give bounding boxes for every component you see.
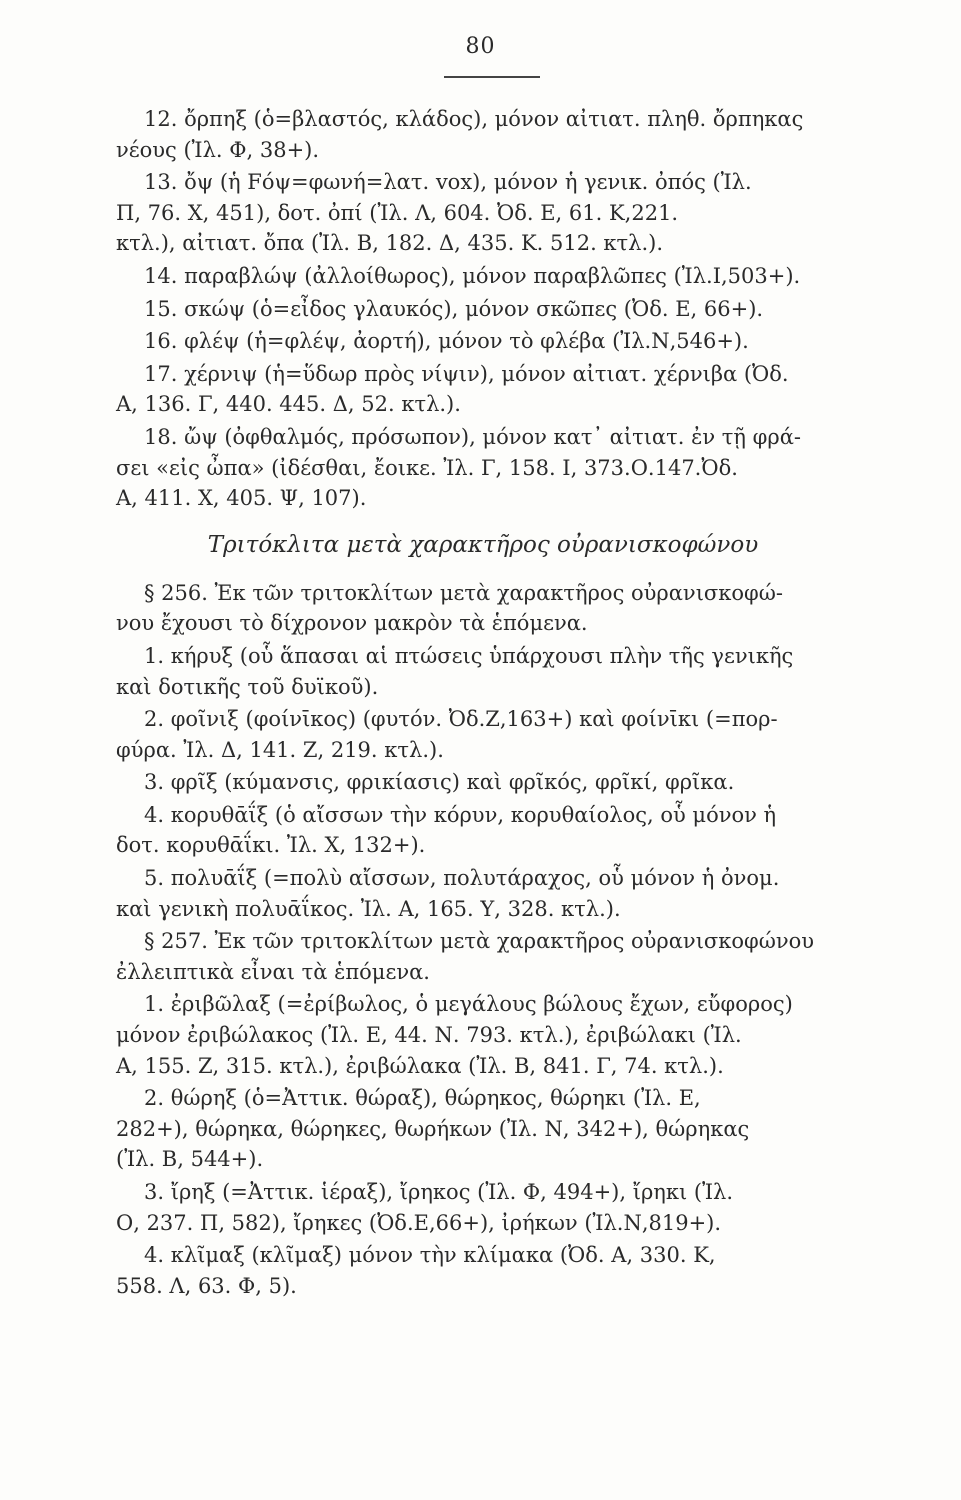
entry-17-chernips <box>116 359 850 420</box>
text-line: 4. κλῖμαξ (κλῖμαξ) μόνον τὴν κλίμακα (Ὀδ. Α, 330. Κ, <box>144 1243 716 1268</box>
text-line: § 257. Ἐκ τῶν τριτοκλίτων μετὰ χαρακτῆρος οὐρανισκοφώνου <box>144 929 815 954</box>
entry-16-phleps <box>116 326 850 357</box>
text-line: σει «εἰς ὦπα» (ἰδέσθαι, ἔοικε. Ἰλ. Γ, 158. Ι, 373.Ο.147.Ὀδ. <box>116 455 738 480</box>
entry-257-1-eribolax <box>116 989 850 1081</box>
text-line: ἐλλειπτικὰ εἶναι τὰ ἑπόμενα. <box>116 959 430 984</box>
text-line: 16. φλέψ (ἡ=φλέψ, ἀορτή), μόνον τὸ φλέβα (Ἰλ.Ν,546+). <box>144 329 749 354</box>
entry-256-2-phoinix <box>116 704 850 765</box>
text-line: 5. πολυᾱΐξ (=πολὺ αἴσσων, πολυτάραχος, οὗ μόνον ἡ ὀνομ. <box>144 866 780 891</box>
paragraph-257-intro <box>116 926 850 987</box>
entry-14-paraplops <box>116 261 850 292</box>
entry-257-4-klimax <box>116 1240 850 1301</box>
text-line: 1. κήρυξ (οὗ ἅπασαι αἱ πτώσεις ὑπάρχουσι πλὴν τῆς γενικῆς <box>144 643 794 668</box>
text-line: 3. ἴρηξ (=Ἀττικ. ἱέραξ), ἴρηκος (Ἰλ. Φ, 494+), ἴρηκι (Ἰλ. <box>144 1180 734 1204</box>
text-line: φύρα. Ἰλ. Δ, 141. Ζ, 219. κτλ.). <box>116 737 444 762</box>
text-line: 18. ὤψ (ὀφθαλμός, πρόσωπον), μόνον κατ᾽ αἰτιατ. ἐν τῇ φρά- <box>144 424 801 449</box>
entry-18-ops <box>116 422 850 514</box>
section-heading: Τριτόκλιτα μετὰ χαρακτῆρος οὐρανισκοφώνου <box>207 531 759 558</box>
text-line: 17. χέρνιψ (ἡ=ὕδωρ πρὸς νίψιν), μόνον αἰτιατ. χέρνιβα (Ὀδ. <box>144 361 789 386</box>
text-line: νου ἔχουσι τὸ δίχρονον μακρὸν τὰ ἑπόμενα. <box>116 611 588 636</box>
text-line: (Ἰλ. Β, 544+). <box>116 1147 264 1172</box>
entry-257-3-irex <box>116 1177 850 1238</box>
entry-13-ops <box>116 167 850 259</box>
entry-257-2-thorex <box>116 1083 850 1175</box>
text-line: 1. ἐριβῶλαξ (=ἐρίβωλος, ὁ μεγάλους βώλους ἔχων, εὔφορος) <box>144 992 793 1017</box>
page-body <box>116 104 850 1303</box>
text-line: Α, 155. Ζ, 315. κτλ.), ἐριβώλακα (Ἰλ. Β, 841. Γ, 74. κτλ.). <box>116 1053 724 1078</box>
page-number-rule <box>444 76 540 78</box>
text-line: νέους (Ἰλ. Φ, 38+). <box>116 137 320 162</box>
text-line: 2. θώρηξ (ὁ=Ἀττικ. θώραξ), θώρηκος, θώρηκι (Ἰλ. Ε, <box>144 1086 701 1111</box>
text-line: 15. σκώψ (ὁ=εἶδος γλαυκός), μόνον σκῶπες (Ὀδ. Ε, 66+). <box>144 296 764 321</box>
text-line: 4. κορυθᾱΐξ (ὁ αἴσσων τὴν κόρυν, κορυθαίολος, οὗ μόνον ἡ <box>144 802 777 827</box>
paragraph-256-intro <box>116 578 850 639</box>
text-line: Α, 136. Γ, 440. 445. Δ, 52. κτλ.). <box>116 392 461 417</box>
entry-12-orpex <box>116 104 850 165</box>
text-line: § 256. Ἐκ τῶν τριτοκλίτων μετὰ χαρακτῆρος οὐρανισκοφώ- <box>144 580 783 605</box>
entry-256-1-keryx <box>116 641 850 702</box>
text-line: 13. ὄψ (ἡ Fόψ=φωνή=λατ. vox), μόνον ἡ γενικ. ὀπός (Ἰλ. <box>144 170 752 195</box>
text-line: Ο, 237. Π, 582), ἴρηκες (Ὀδ.Ε,66+), ἰρήκων (Ἰλ.Ν,819+). <box>116 1210 722 1235</box>
text-line: 3. φρῖξ (κύμανσις, φρικίασις) καὶ φρῖκός, φρῖκί, φρῖκα. <box>144 770 735 795</box>
text-line: δοτ. κορυθᾱΐκι. Ἰλ. Χ, 132+). <box>116 833 426 858</box>
text-line: κτλ.), αἰτιατ. ὄπα (Ἰλ. Β, 182. Δ, 435. Κ. 512. κτλ.). <box>116 231 664 256</box>
entry-15-skops <box>116 294 850 325</box>
text-line: καὶ γενικὴ πολυᾱΐκος. Ἰλ. Α, 165. Υ, 328. κτλ.). <box>116 896 621 921</box>
text-line: 14. παραβλώψ (ἀλλοίθωρος), μόνον παραβλῶπες (Ἰλ.Ι,503+). <box>144 263 801 288</box>
text-line: 2. φοῖνιξ (φοίνῑκος) (φυτόν. Ὀδ.Ζ,163+) καὶ φοίνῑκι (=πορ- <box>144 707 778 732</box>
text-line: μόνον ἐριβώλακος (Ἰλ. Ε, 44. Ν. 793. κτλ.), ἐριβώλακι (Ἰλ. <box>116 1023 742 1048</box>
text-line: 558. Λ, 63. Φ, 5). <box>116 1273 297 1298</box>
text-line: 282+), θώρηκα, θώρηκες, θωρήκων (Ἰλ. Ν, 342+), θώρηκας <box>116 1116 750 1141</box>
entry-256-4-korythaix <box>116 800 850 861</box>
text-line: καὶ δοτικῆς τοῦ δυϊκοῦ). <box>116 674 379 699</box>
page-number: 80 <box>465 34 496 59</box>
entry-256-5-polyaix <box>116 863 850 924</box>
text-line: Π, 76. Χ, 451), δοτ. ὀπί (Ἰλ. Λ, 604. Ὀδ. Ε, 61. Κ,221. <box>116 200 679 225</box>
entry-256-3-phrix <box>116 767 850 798</box>
text-line: Α, 411. Χ, 405. Ψ, 107). <box>116 486 367 511</box>
text-line: 12. ὄρπηξ (ὁ=βλαστός, κλάδος), μόνον αἰτιατ. πληθ. ὄρπηκας <box>144 107 804 131</box>
